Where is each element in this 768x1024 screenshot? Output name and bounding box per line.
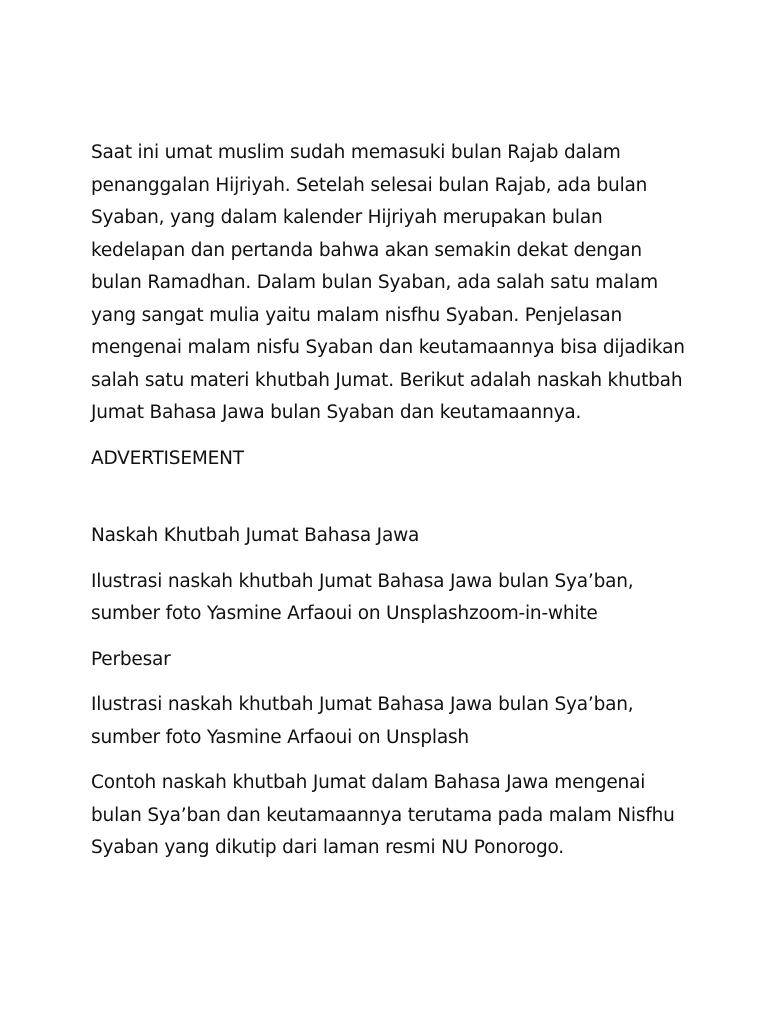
image-caption-zoom: Ilustrasi naskah khutbah Jumat Bahasa Jawa bulan Sya’ban, sumber foto Yasmine Arfaoui on Unsplashzoom-in-white — [91, 570, 634, 624]
image-caption: Ilustrasi naskah khutbah Jumat Bahasa Jawa bulan Sya’ban, sumber foto Yasmine Arfaoui on Unsplash — [91, 694, 634, 748]
perbesar-label: Perbesar — [91, 648, 171, 670]
intro-paragraph: Saat ini umat muslim sudah memasuki bulan Rajab dalam penanggalan Hijriyah. Setelah selesai bulan Rajab, ada bulan Syaban, yang dalam kalender Hijriyah merupakan bulan kedelapan dan pertanda bahwa akan semakin dekat dengan bulan Ramadhan. Dalam bulan Syaban, ada salah satu malam yang sangat mulia yaitu malam nisfhu Syaban. Penjelasan mengenai malam nisfu Syaban dan keutamaannya bisa dijadikan salah satu materi khutbah Jumat. Berikut adalah naskah khutbah Jumat Bahasa Jawa bulan Syaban dan keutamaannya. — [91, 142, 685, 423]
section-heading: Naskah Khutbah Jumat Bahasa Jawa — [91, 525, 420, 546]
closing-paragraph: Contoh naskah khutbah Jumat dalam Bahasa Jawa mengenai bulan Sya’ban dan keutamaannya terutama pada malam Nisfhu Syaban yang dikutip dari laman resmi NU Ponorogo. — [91, 772, 675, 858]
blank-line — [91, 488, 691, 520]
advertisement-label: ADVERTISEMENT — [91, 447, 244, 469]
document-page — [91, 137, 691, 878]
